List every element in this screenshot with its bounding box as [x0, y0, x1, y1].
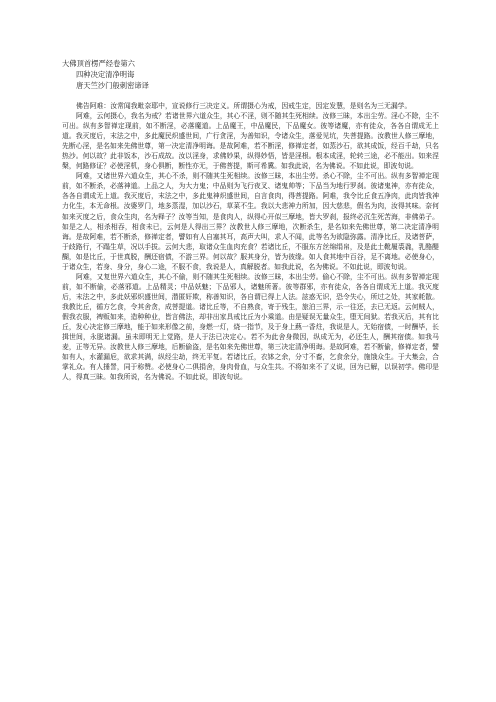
paragraph: 阿难，又诸世界六道众生，其心不杀，则不随其生死相续。汝修三昧，本出尘劳。杀心不除，尘不可出。纵有多智禅定现前，如不断杀，必落神道。上品之人，为大力鬼；中品则为飞行夜叉、诸鬼帅等；下品当为地行罗刹。彼诸鬼神，亦有徒众，各各自谓成无上道。我灭度后，末法之中，多此鬼神炽盛世间，自言食肉，得菩提路。阿难，我令比丘食五净肉，此肉皆我神力化生，本无命根。汝婆罗门，地多蒸湿，加以沙石，草菜不生。我以大悲神力所加，因大慈悲，假名为肉，汝得其味。奈何如来灭度之后，食众生肉，名为释子？汝等当知，是食肉人，纵得心开似三摩地，皆大罗刹，报终必沉生死苦海，非佛弟子。如是之人，相杀相吞，相食未已，云何是人得出三界？汝教世人修三摩地，次断杀生，是名如来先佛世尊，第二决定清净明诲。是故阿难，若不断杀，修禅定者，譬如有人自塞其耳，高声大叫，求人不闻，此等名为欲隐弥露。清净比丘，及诸菩萨，于歧路行，不蹋生草，况以手拔。云何大悲，取诸众生血肉充食？若诸比丘，不服东方丝绵绢帛，及是此土靴履裘毳，乳酪醍醐，如是比丘，于世真脱，酬还宿债，不游三界。何以故？服其身分，皆为彼缘。如人食其地中百谷，足不离地。必使身心，于诸众生，若身、身分，身心二途，不服不食，我说是人，真解脱者。如我此说，名为佛说。不如此说，即波旬说。: [62, 172, 439, 271]
translator-line: 唐天竺沙门般刺密谛译: [76, 81, 149, 90]
body-text: [62, 101, 439, 382]
paragraph: 阿难，云何摄心，我名为戒？若诸世界六道众生，其心不淫，则不随其生死相续。汝修三昧，本出尘劳。淫心不除，尘不可出。纵有多智禅定现前，如不断淫，必落魔道。上品魔王，中品魔民，下品魔女。彼等诸魔，亦有徒众，各各自谓成无上道。我灭度后，末法之中，多此魔民炽盛世间，广行贪淫，为善知识，令诸众生，落爱见坑，失菩提路。汝教世人修三摩地，先断心淫，是名如来先佛世尊，第一决定清净明诲。是故阿难，若不断淫，修禅定者，如蒸沙石，欲其成饭，经百千劫，只名热沙。何以故？此非饭本，沙石成故。汝以淫身，求佛妙果，纵得妙悟，皆是淫根。根本成淫，轮转三途，必不能出。如来涅槃，何路修证？必使淫机，身心俱断，断性亦无，于佛菩提，斯可希冀。如我此说，名为佛说。不如此说，即波旬说。: [62, 112, 439, 171]
paragraph: 佛告阿难：汝常闻我毗奈耶中，宣说修行三决定义。所谓摄心为戒，因戒生定，因定发慧，是则名为三无漏学。: [76, 102, 412, 110]
scripture-title: 大佛顶首楞严经卷第六: [62, 59, 135, 68]
paragraph: 阿难，又复世界六道众生，其心不偷，则不随其生死相续。汝修三昧，本出尘劳。偷心不除，尘不可出。纵有多智禅定现前，如不断偷，必落邪道。上品精灵；中品妖魅；下品邪人，诸魅所著。彼等群邪，亦有徒众，各各自谓成无上道。我灭度后，末法之中，多此妖邪炽盛世间，潜匿奸欺，称善知识，各自谓已得上人法。詃惑无识，恐令失心，所过之处，其家耗散。我教比丘，循方乞食，令其舍贪，成菩提道。诸比丘等，不自熟食，寄于残生，旅泊三界，示一往还，去已无返。云何贼人，假我衣服，裨贩如来，造种种业，皆言佛法，却非出家具戒比丘为小乘道。由是疑误无量众生，堕无间狱。若我灭后，其有比丘，发心决定修三摩地，能于如来形像之前，身燃一灯，烧一指节，及于身上爇一香炷，我说是人，无始宿债，一时酬毕，长揖世间，永脱诸漏。虽未即明无上觉路，是人于法已决定心。若不为此舍身微因，纵成无为，必还生人，酬其宿债。如我马麦，正等无异。汝教世人修三摩地，后断偷盗，是名如来先佛世尊，第三决定清净明诲。是故阿难，若不断偷，修禅定者，譬如有人，水灌漏卮，欲求其满，纵经尘劫，终无平复。若诸比丘，衣钵之余，分寸不畜，乞食余分，施饿众生。于大集会，合掌礼众。有人捶詈，同于称赞。必使身心二俱捐舍，身肉骨血，与众生共。不将如来不了义说，回为已解，以误初学。佛印是人，得真三昧。如我所说，名为佛说。不如此说，即波旬说。: [62, 272, 439, 382]
section-title: 四种决定清净明诲: [76, 70, 135, 79]
